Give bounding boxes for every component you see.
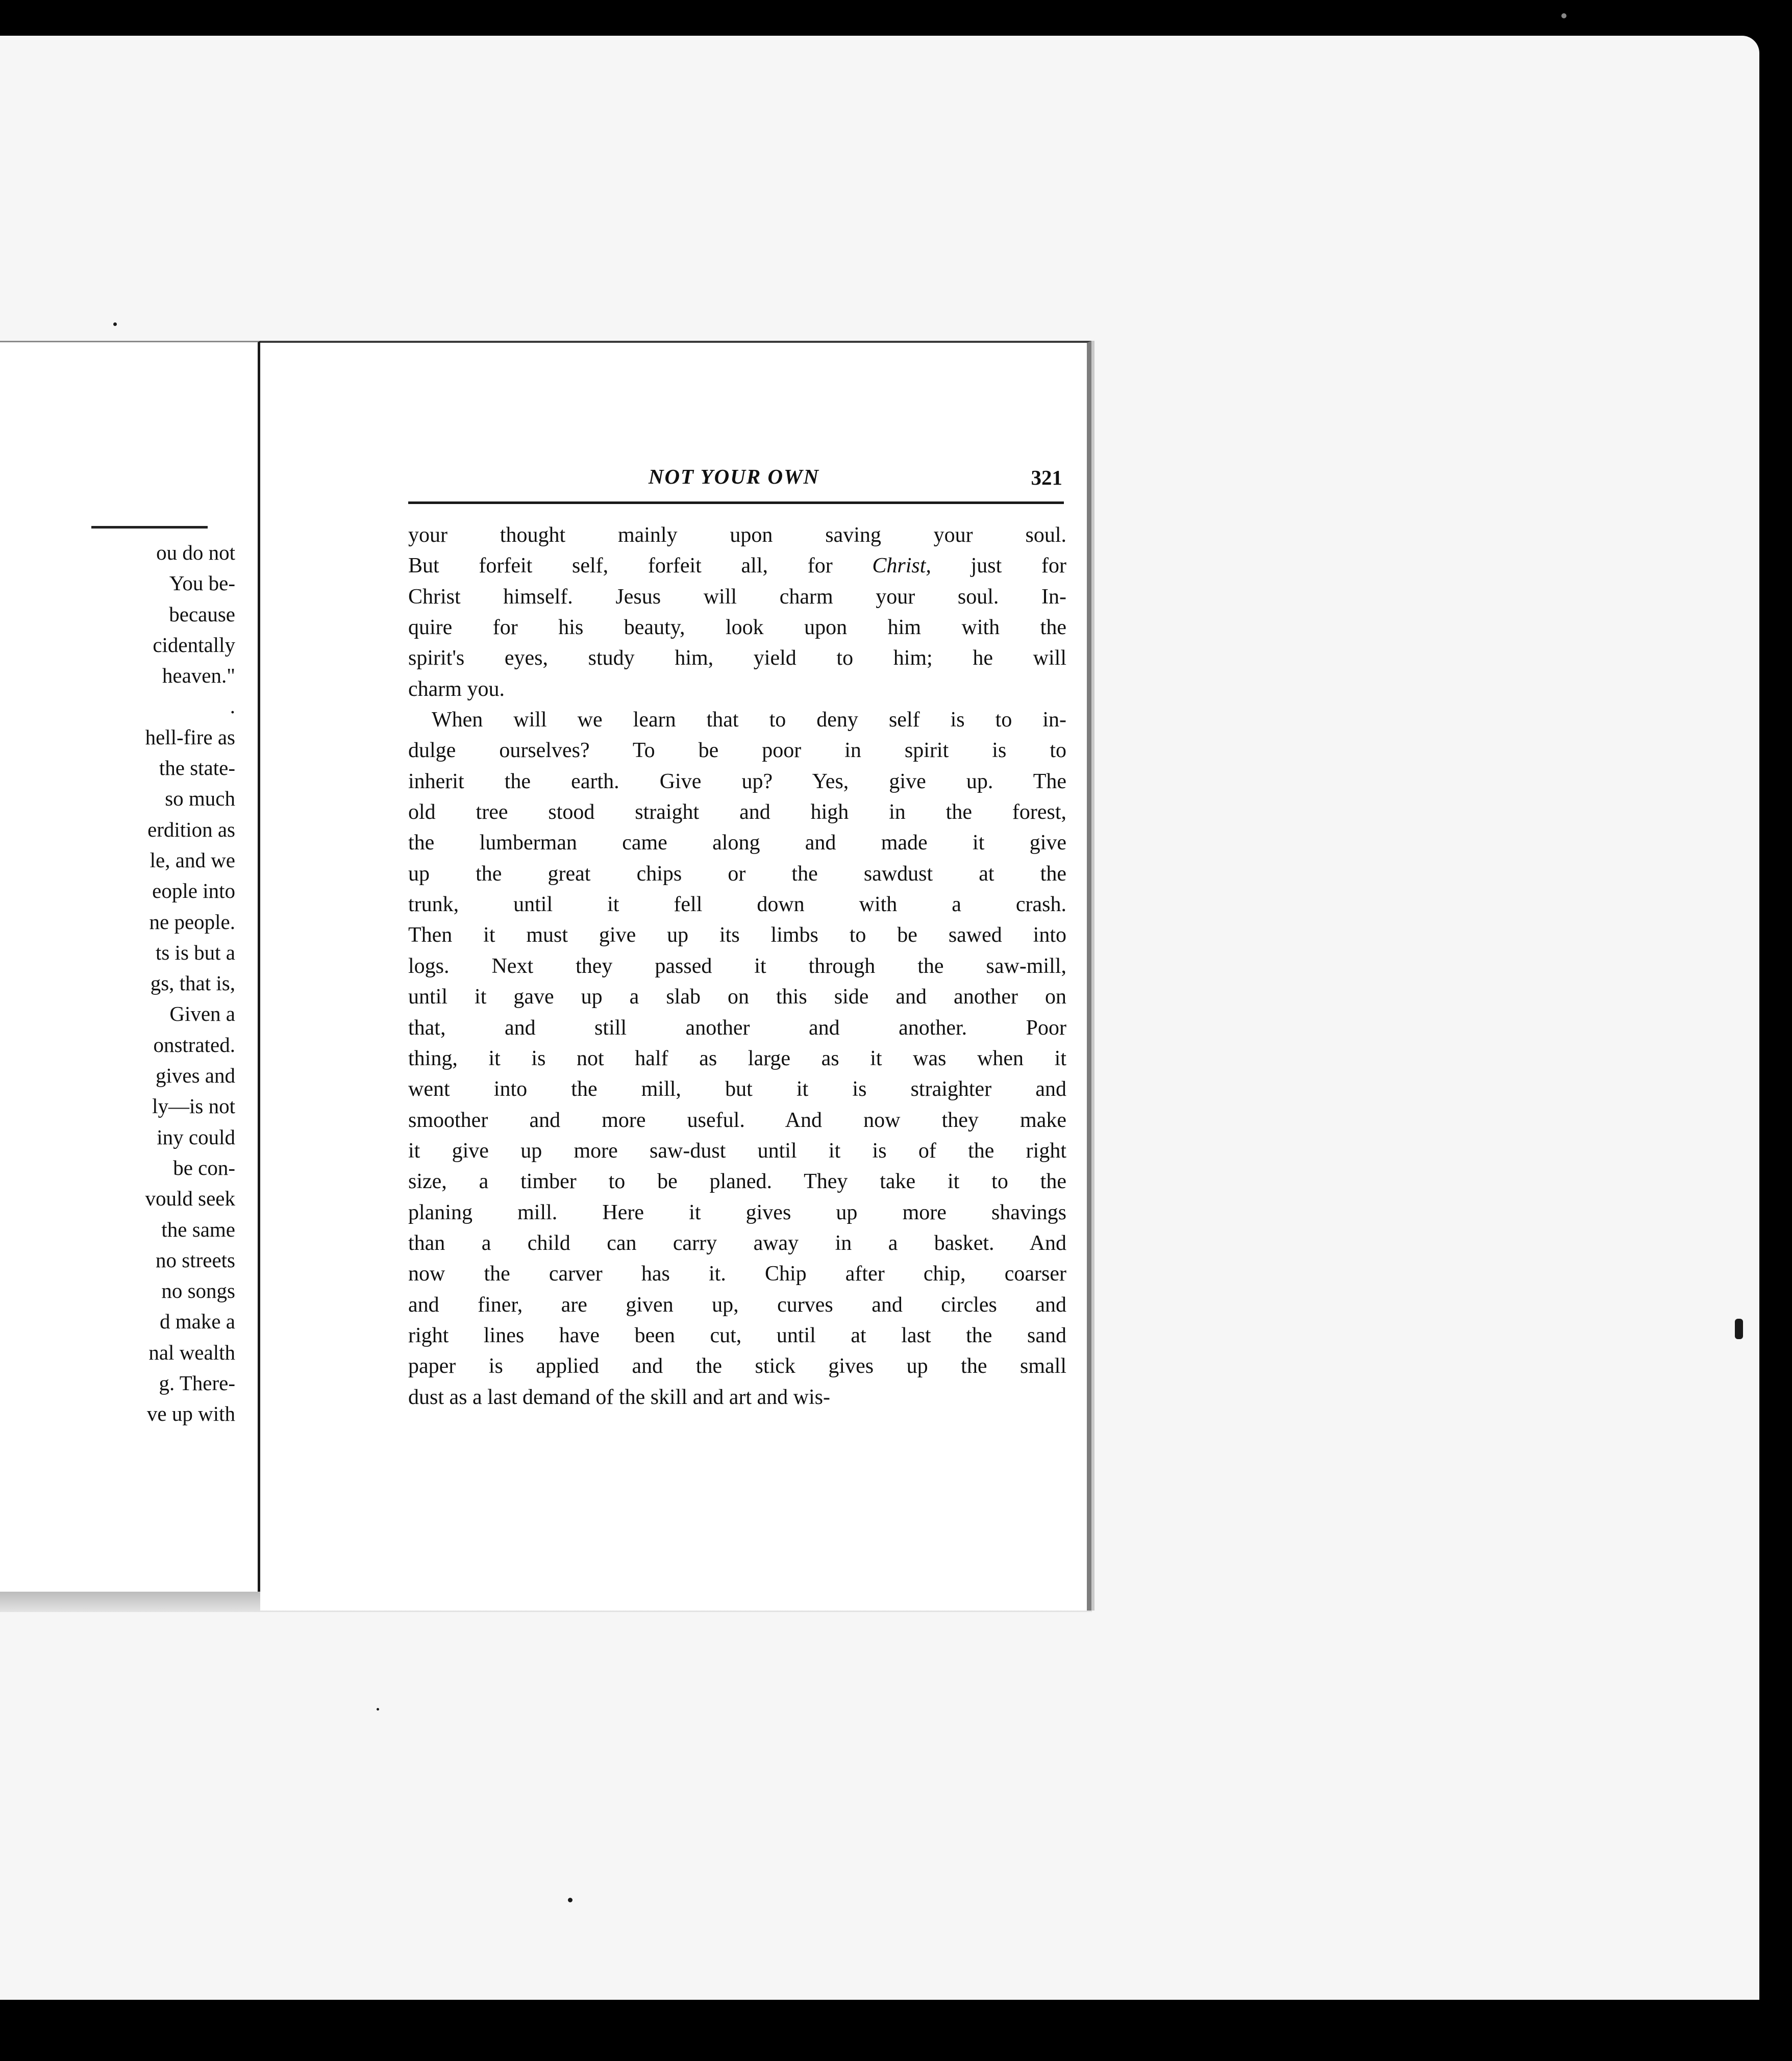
left-page-line: ly—is not (152, 1094, 235, 1118)
text-line: old tree stood straight and high in the forest, (408, 800, 1066, 824)
page-number: 321 (1031, 466, 1062, 489)
film-speck (377, 1708, 379, 1711)
left-page-line: ou do not (156, 541, 235, 564)
paragraph (408, 705, 1066, 1413)
left-page-line: ne people. (149, 910, 235, 934)
body-text (408, 520, 1066, 1413)
text-line: thing, it is not half as large as it was when it (408, 1046, 1066, 1070)
text-line: your thought mainly upon saving your soul. (408, 523, 1066, 547)
text-line: that, and still another and another. Poor (408, 1016, 1066, 1040)
film-speck (1561, 13, 1566, 18)
running-head-title: NOT YOUR OWN (648, 465, 820, 488)
left-page-line: le, and we (150, 848, 235, 872)
left-page-line: vould seek (145, 1187, 235, 1211)
film-speck (1735, 1319, 1743, 1339)
text-line: it give up more saw-dust until it is of the right (408, 1139, 1066, 1163)
left-page-line: . (230, 694, 235, 718)
text-line: logs. Next they passed it through the saw-mill, (408, 954, 1066, 978)
left-page-line: no streets (156, 1248, 235, 1272)
text-line: and finer, are given up, curves and circles and (408, 1293, 1066, 1317)
text-line: Christ himself. Jesus will charm your soul. In- (408, 585, 1066, 609)
left-page-line: gs, that is, (150, 971, 235, 995)
left-page-line: iny could (157, 1125, 235, 1149)
left-page-line: heaven." (162, 664, 235, 688)
text-line: paper is applied and the stick gives up the small (408, 1354, 1066, 1378)
left-page-line: cidentally (153, 633, 235, 657)
text-line: spirit's eyes, study him, yield to him; he will (408, 646, 1066, 670)
left-page-line: erdition as (147, 817, 235, 841)
text-line: up the great chips or the sawdust at the (408, 862, 1066, 886)
text-line: inherit the earth. Give up? Yes, give up. The (408, 769, 1066, 793)
text-line: quire for his beauty, look upon him with the (408, 616, 1066, 640)
paragraph (408, 520, 1066, 705)
text-line: now the carver has it. Chip after chip, coarser (408, 1262, 1066, 1286)
text-line: smoother and more useful. And now they make (408, 1108, 1066, 1132)
left-page-line: gives and (156, 1064, 235, 1088)
emphasis: Christ, (872, 554, 931, 578)
left-page-line: d make a (160, 1310, 235, 1334)
left-page-line: g. There- (159, 1371, 235, 1395)
text-line: planing mill. Here it gives up more shavings (408, 1200, 1066, 1224)
film-speck (113, 322, 117, 326)
text-line: trunk, until it fell down with a crash. (408, 893, 1066, 917)
film-edge-strip (0, 2000, 1792, 2061)
text-line: Then it must give up its limbs to be sawed into (408, 923, 1066, 947)
text-line: When will we learn that to deny self is to in- (432, 708, 1066, 732)
left-page-line: Given a (169, 1002, 235, 1026)
left-page-line: hell-fire as (145, 725, 235, 749)
left-page-line: be con- (173, 1155, 235, 1179)
text-line: until it gave up a slab on this side and another on (408, 985, 1066, 1009)
running-head (406, 464, 1062, 500)
left-page-line: no songs (161, 1279, 235, 1303)
text-line: charm you. (408, 677, 505, 701)
left-page (0, 341, 260, 1612)
text-line: dust as a last demand of the skill and art and wis- (408, 1385, 830, 1409)
left-page-line: because (169, 602, 235, 626)
text-line: the lumberman came along and made it give (408, 831, 1066, 855)
right-page (260, 341, 1091, 1611)
film-speck (568, 1898, 573, 1902)
text-line: But forfeit self, forfeit all, for Christ, just for (408, 554, 1067, 578)
text-line: right lines have been cut, until at last the sand (408, 1323, 1066, 1347)
left-page-line: nal wealth (148, 1340, 235, 1364)
text-line: size, a timber to be planed. They take it to the (408, 1170, 1066, 1194)
left-page-line: You be- (169, 571, 235, 595)
text-line: than a child can carry away in a basket. And (408, 1231, 1066, 1255)
left-page-line: the state- (159, 756, 235, 780)
text-line: dulge ourselves? To be poor in spirit is to (408, 739, 1066, 763)
left-page-line: ve up with (146, 1402, 235, 1426)
left-page-line: so much (165, 787, 235, 811)
left-page-text (0, 537, 235, 1429)
left-page-line: ts is but a (155, 940, 235, 964)
running-head-rule (408, 501, 1064, 504)
left-page-head-rule (91, 526, 208, 529)
left-page-line: the same (161, 1217, 235, 1241)
text-line: went into the mill, but it is straighter and (408, 1077, 1066, 1101)
left-page-line: onstrated. (153, 1033, 235, 1057)
left-page-line: eople into (152, 879, 235, 903)
